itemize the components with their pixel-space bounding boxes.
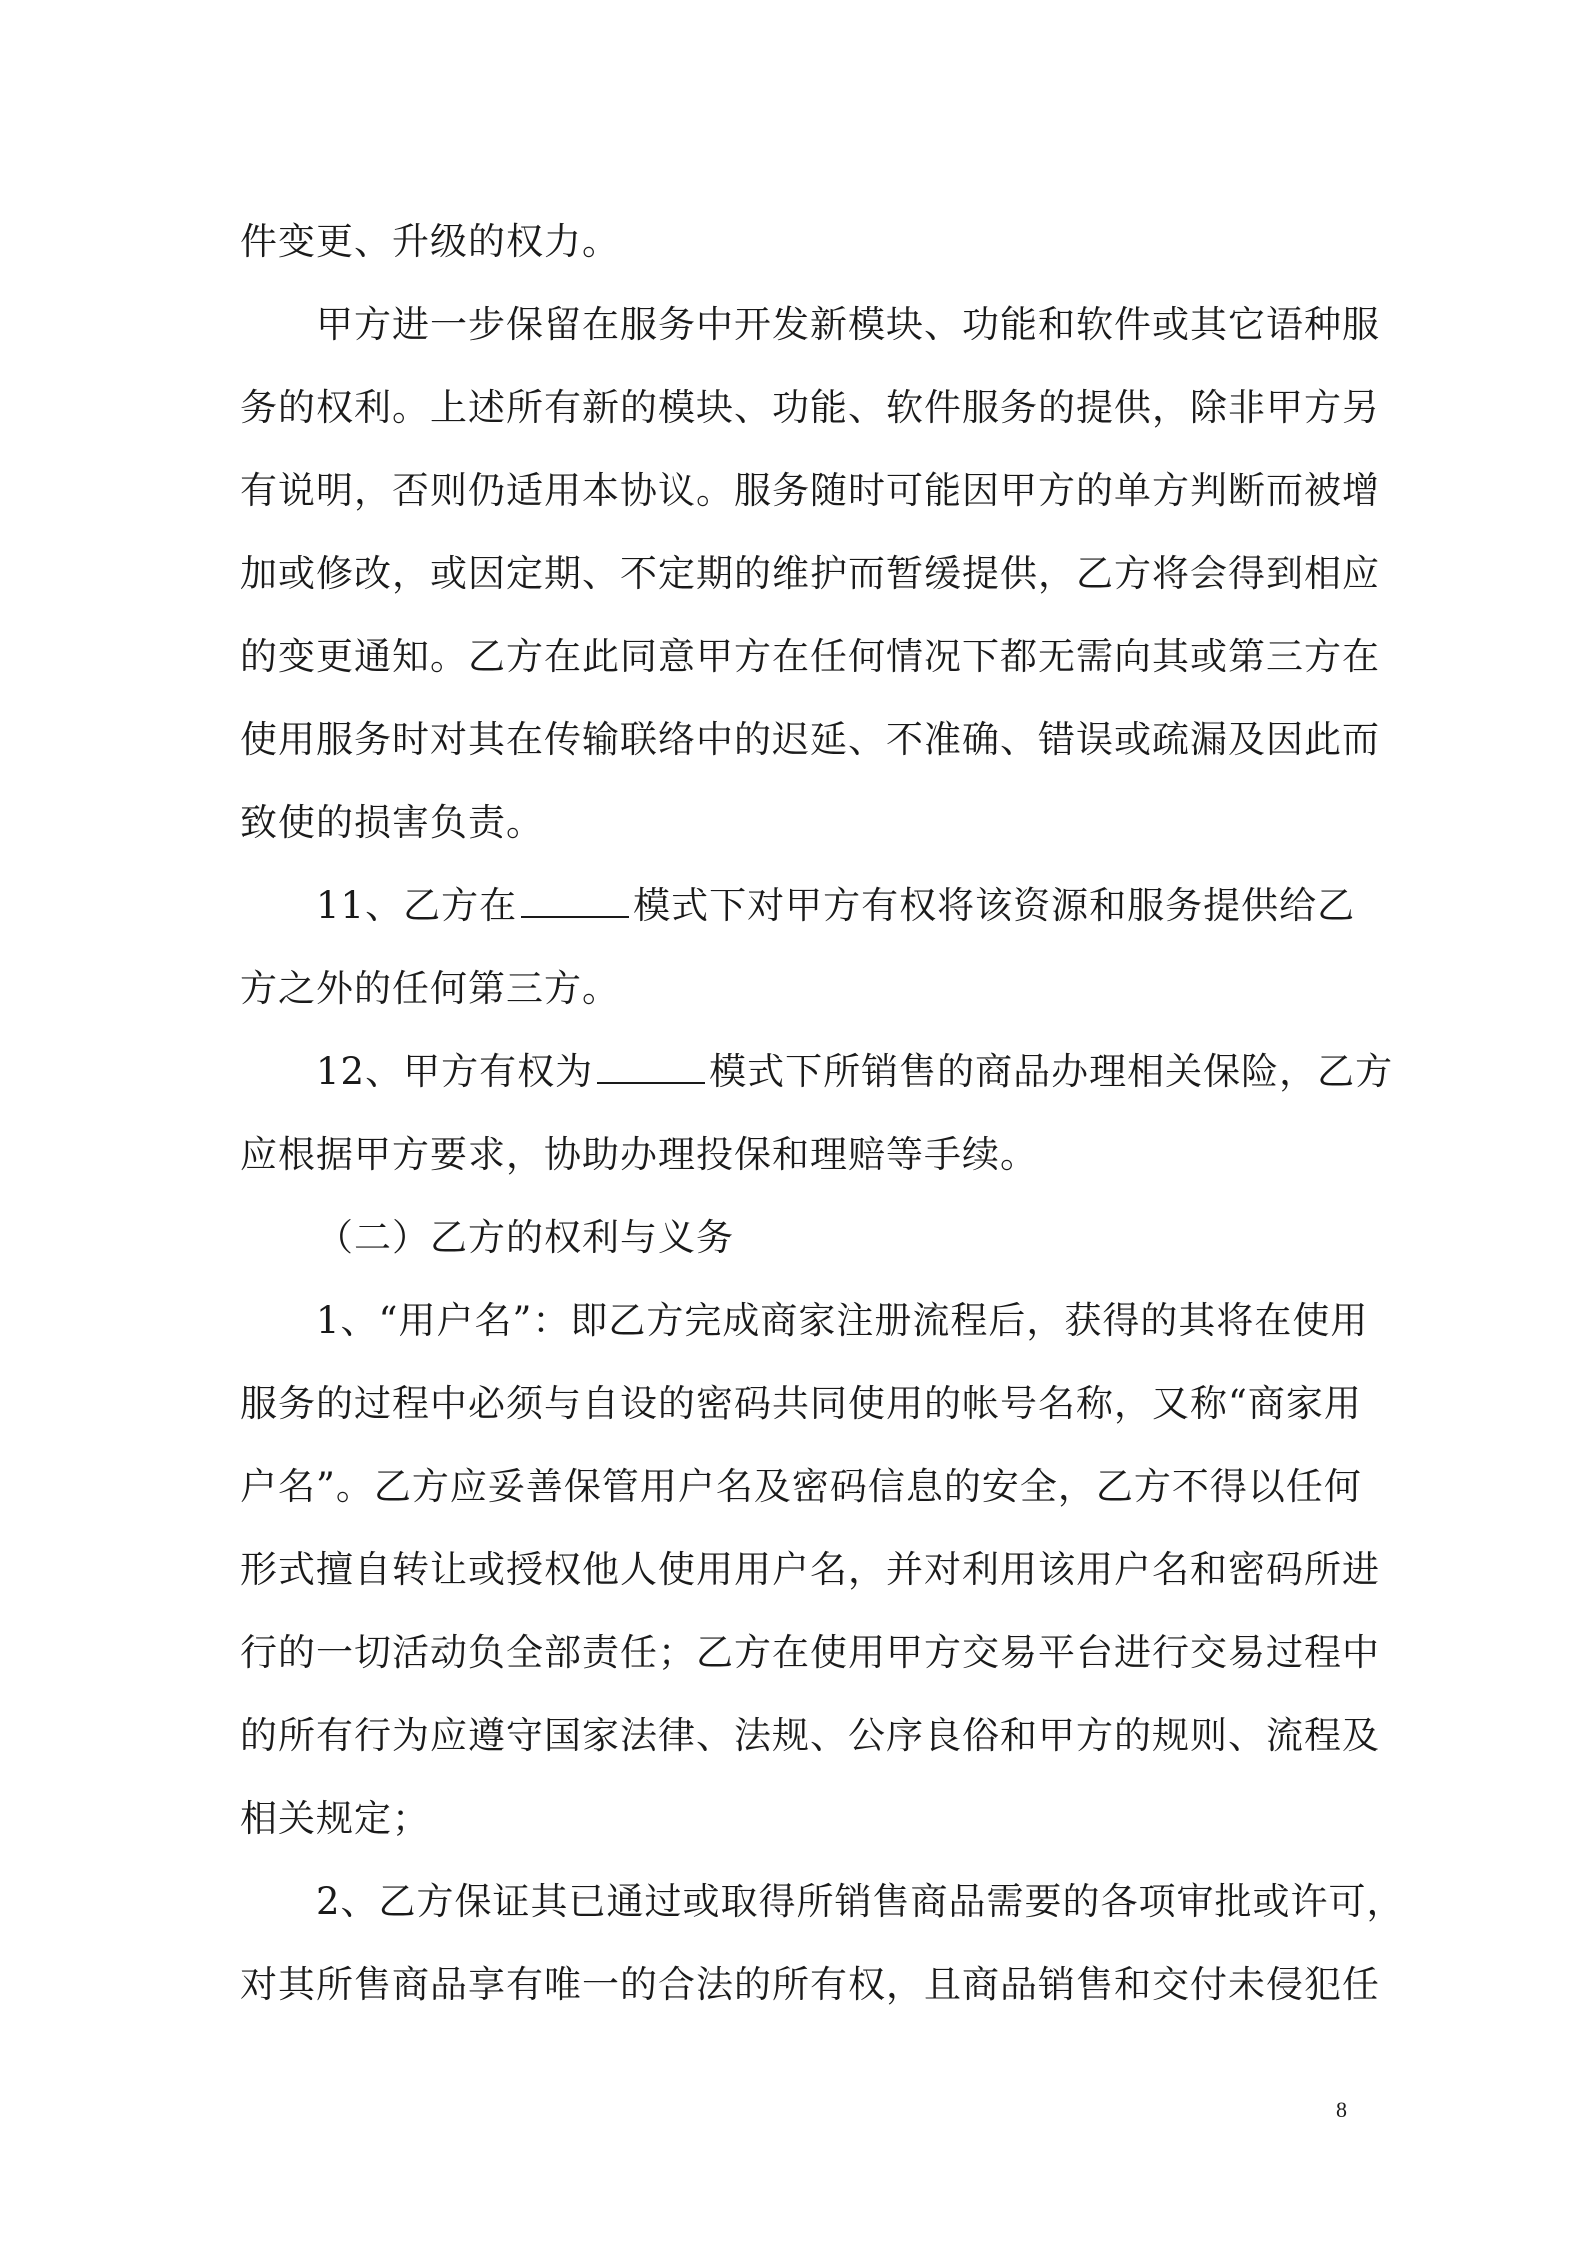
clause-12-text-before-blank: 12、甲方有权为 xyxy=(316,1050,594,1093)
fill-in-blank xyxy=(597,1052,705,1084)
text-line: 使用服务时对其在传输联络中的迟延、不准确、错误或疏漏及因此而 xyxy=(240,718,1380,761)
text-line: 有说明，否则仍适用本协议。服务随时可能因甲方的单方判断而被增 xyxy=(240,469,1380,512)
text-line: 行的一切活动负全部责任；乙方在使用甲方交易平台进行交易过程中 xyxy=(240,1631,1380,1674)
text-line: 务的权利。上述所有新的模块、功能、软件服务的提供，除非甲方另 xyxy=(240,386,1380,429)
clause-11-text-before-blank: 11、乙方在 xyxy=(316,884,518,927)
text-line: 1、“用户名”：即乙方完成商家注册流程后，获得的其将在使用 xyxy=(316,1299,1369,1342)
text-line: 服务的过程中必须与自设的密码共同使用的帐号名称，又称“商家用 xyxy=(240,1382,1362,1425)
clause-12-line xyxy=(240,1030,1394,1113)
fill-in-blank xyxy=(521,886,629,918)
text-line: 户名”。乙方应妥善保管用户名及密码信息的安全，乙方不得以任何 xyxy=(240,1465,1362,1508)
text-line: 的所有行为应遵守国家法律、法规、公序良俗和甲方的规则、流程及 xyxy=(240,1714,1380,1757)
text-line: 对其所售商品享有唯一的合法的所有权，且商品销售和交付未侵犯任 xyxy=(240,1963,1380,2006)
text-line: 方之外的任何第三方。 xyxy=(240,967,620,1010)
section-heading: （二）乙方的权利与义务 xyxy=(316,1216,734,1259)
text-line: 2、乙方保证其已通过或取得所销售商品需要的各项审批或许可， xyxy=(316,1880,1405,1923)
text-line: 件变更、升级的权力。 xyxy=(240,220,620,263)
clause-11-text-after-blank: 模式下对甲方有权将该资源和服务提供给乙 xyxy=(633,884,1356,927)
body-text xyxy=(240,200,1405,2026)
clause-11-line xyxy=(240,864,1356,947)
clause-12-text-after-blank: 模式下所销售的商品办理相关保险，乙方 xyxy=(709,1050,1394,1093)
text-line: 甲方进一步保留在服务中开发新模块、功能和软件或其它语种服 xyxy=(316,303,1380,346)
text-line: 相关规定； xyxy=(240,1797,430,1840)
text-line: 形式擅自转让或授权他人使用用户名，并对利用该用户名和密码所进 xyxy=(240,1548,1380,1591)
text-line: 的变更通知。乙方在此同意甲方在任何情况下都无需向其或第三方在 xyxy=(240,635,1380,678)
page-number: 8 xyxy=(1336,2097,1347,2122)
text-line: 应根据甲方要求，协助办理投保和理赔等手续。 xyxy=(240,1133,1038,1176)
text-line: 加或修改，或因定期、不定期的维护而暂缓提供，乙方将会得到相应 xyxy=(240,552,1380,595)
text-line: 致使的损害负责。 xyxy=(240,801,544,844)
